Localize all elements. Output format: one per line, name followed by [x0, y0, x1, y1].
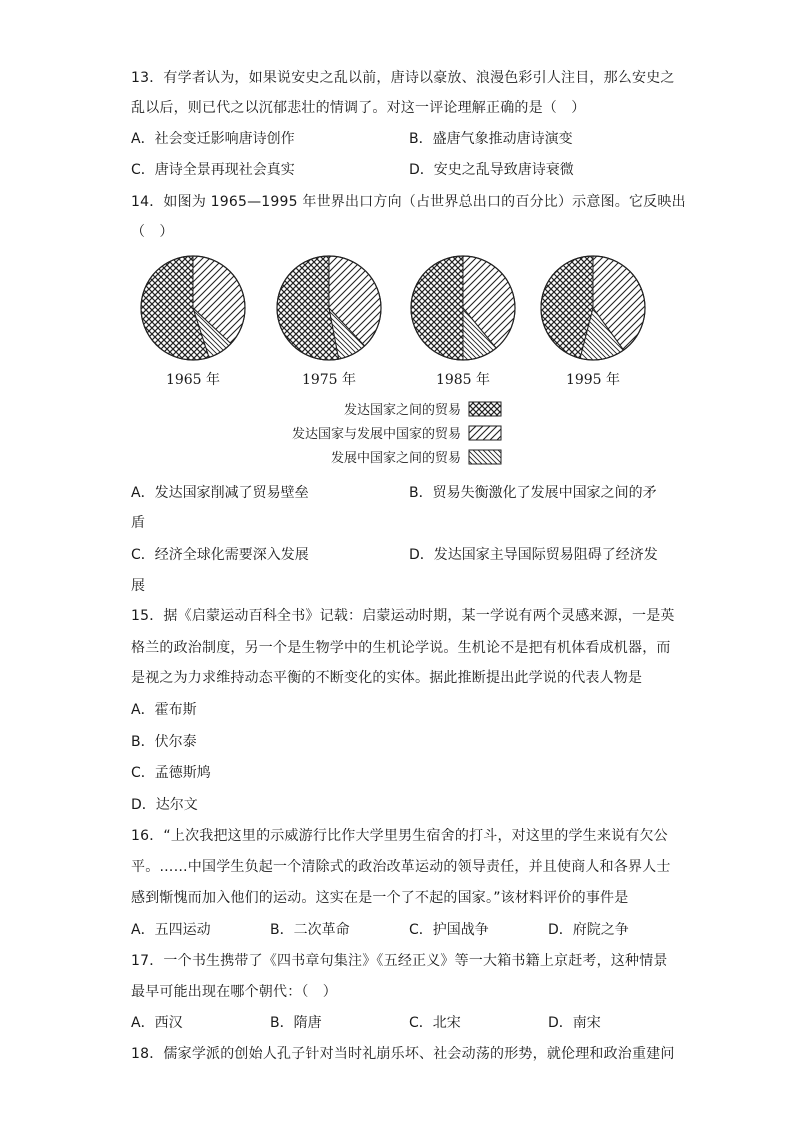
pie-chart-svg — [131, 253, 651, 473]
q15-stem-line3: 是视之为力求维持动态平衡的不断变化的实体。据此推断提出此学说的代表人物是 — [131, 670, 643, 686]
pie-4-year-label: 1995 年 — [565, 372, 621, 388]
q13-stem-line2: 乱以后，则已代之以沉郁悲壮的情调了。对这一评论理解正确的是（ ） — [131, 100, 586, 116]
pie-1 — [141, 256, 245, 388]
q15-option-c[interactable]: C．孟德斯鸠 — [131, 765, 211, 781]
q13-option-b[interactable]: B．盛唐气象推动唐诗演变 — [409, 131, 573, 147]
q14-option-b-wrap: 盾 — [131, 515, 145, 531]
q14-stem-line2: （ ） — [131, 224, 174, 240]
q14-option-d[interactable]: D．发达国家主导国际贸易阻碍了经济发 — [409, 547, 658, 563]
pie-2-year-label: 1975 年 — [301, 372, 357, 388]
pie-4 — [541, 256, 645, 388]
q14-option-c[interactable]: C．经济全球化需要深入发展 — [131, 547, 309, 563]
pie-3 — [411, 256, 515, 388]
q18-stem-line1: 18．儒家学派的创始人孔子针对当时礼崩乐坏、社会动荡的形势，就伦理和政治重建问 — [131, 1046, 675, 1062]
q16-option-b[interactable]: B．二次革命 — [270, 922, 350, 938]
legend-swatch-2 — [469, 426, 501, 440]
q16-option-a[interactable]: A．五四运动 — [131, 922, 211, 938]
q16-stem-line2: 平。……中国学生负起一个清除式的政治改革运动的领导责任，并且使商人和各界人士 — [131, 859, 671, 875]
q14-option-b[interactable]: B．贸易失衡激化了发展中国家之间的矛 — [409, 485, 657, 501]
q15-option-d[interactable]: D．达尔文 — [131, 797, 198, 813]
legend-label-3: 发展中国家之间的贸易 — [330, 451, 461, 466]
q15-stem-line1: 15．据《启蒙运动百科全书》记载：启蒙运动时期，某一学说有两个灵感来源，一是英 — [131, 608, 675, 624]
q16-option-d[interactable]: D．府院之争 — [548, 922, 629, 938]
legend-label-1: 发达国家之间的贸易 — [343, 403, 461, 418]
q15-option-b[interactable]: B．伏尔泰 — [131, 734, 197, 750]
q17-option-d[interactable]: D．南宋 — [548, 1015, 601, 1031]
q13-option-d[interactable]: D．安史之乱导致唐诗衰微 — [409, 162, 574, 178]
q17-option-a[interactable]: A．西汉 — [131, 1015, 183, 1031]
q15-option-a[interactable]: A．霍布斯 — [131, 702, 197, 718]
q15-stem-line2: 格兰的政治制度，另一个是生物学中的生机论学说。生机论不是把有机体看成机器，而 — [131, 640, 671, 656]
pie-3-year-label: 1985 年 — [435, 372, 491, 388]
q17-option-b[interactable]: B．隋唐 — [270, 1015, 322, 1031]
legend-swatch-1 — [469, 402, 501, 416]
q13-stem-line1: 13．有学者认为，如果说安史之乱以前，唐诗以豪放、浪漫色彩引人注目，那么安史之 — [131, 70, 675, 86]
pie-chart-figure — [131, 253, 651, 473]
pie-3-slice-1 — [411, 256, 463, 360]
q14-option-a[interactable]: A．发达国家削减了贸易壁垒 — [131, 485, 309, 501]
q14-stem-line1: 14．如图为 1965—1995 年世界出口方向（占世界总出口的百分比）示意图。它反映出 — [131, 194, 686, 210]
q13-option-c[interactable]: C．唐诗全景再现社会真实 — [131, 162, 295, 178]
q16-stem-line1: 16．“上次我把这里的示威游行比作大学里男生宿舍的打斗，对这里的学生来说有欠公 — [131, 828, 668, 844]
legend-swatch-3 — [469, 450, 501, 464]
q16-option-c[interactable]: C．护国战争 — [409, 922, 489, 938]
q14-option-d-wrap: 展 — [131, 578, 145, 594]
q17-option-c[interactable]: C．北宋 — [409, 1015, 461, 1031]
pie-2 — [277, 256, 381, 388]
q17-stem-line2: 最早可能出现在哪个朝代：（ ） — [131, 984, 337, 1000]
q16-stem-line3: 感到惭愧而加入他们的运动。这实在是一个了不起的国家。”该材料评价的事件是 — [131, 890, 629, 906]
legend-label-2: 发达国家与发展中国家的贸易 — [291, 427, 461, 442]
q17-stem-line1: 17．一个书生携带了《四书章句集注》《五经正义》等一大箱书籍上京赶考，这种情景 — [131, 953, 668, 969]
pie-1-year-label: 1965 年 — [165, 372, 221, 388]
q13-option-a[interactable]: A．社会变迁影响唐诗创作 — [131, 131, 295, 147]
